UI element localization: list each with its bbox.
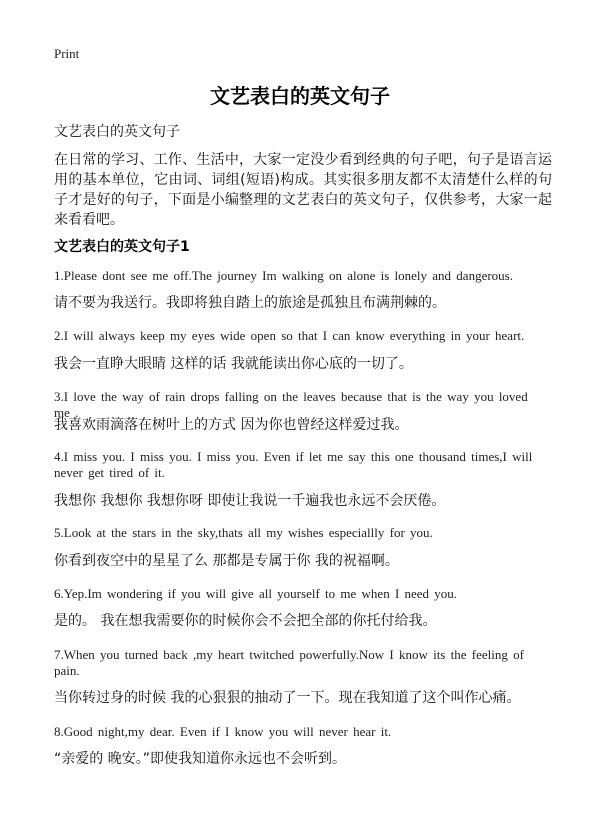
- sentence-6-english: 6.Yep.Im wondering if you will give all yourself to me when I need you.: [54, 586, 458, 601]
- section-heading: 文艺表白的英文句子1: [54, 239, 190, 255]
- sentence-8-english: 8.Good night,my dear. Even if I know you will never hear it.: [54, 724, 392, 739]
- sentence-2-chinese: 我会一直睁大眼睛 这样的话 我就能读出你心底的一切了。: [54, 356, 413, 372]
- sentence-8-chinese: “亲爱的 晚安。”即使我知道你永远也不会听到。: [54, 751, 346, 767]
- sentence-7-chinese: 当你转过身的时候 我的心狠狠的抽动了一下。现在我知道了这个叫作心痛。: [54, 690, 521, 706]
- sentence-5-english: 5.Look at the stars in the sky,thats all my wishes especiallly for you.: [54, 525, 433, 540]
- print-link[interactable]: Print: [54, 46, 80, 61]
- sentence-6-chinese: 是的。 我在想我需要你的时候你会不会把全部的你托付给我。: [54, 613, 437, 629]
- sentence-5-chinese: 你看到夜空中的星星了么 那都是专属于你 我的祝福啊。: [54, 553, 399, 569]
- sentence-2-english: 2.I will always keep my eyes wide open so that I can know everything in your heart.: [54, 328, 525, 343]
- intro-paragraph: 在日常的学习、工作、生活中，大家一定没少看到经典的句子吧，句子是语言运用的基本单位，它由词、词组(短语)构成。其实很多朋友都不太清楚什么样的句子才是好的句子，下面是小编整理的文艺表白的英文句子，仅供参考，大家一起来看看吧。: [54, 152, 552, 228]
- sentence-7-english: 7.When you turned back ,my heart twitched powerfully.Now I know its the feeling of pain.: [54, 647, 524, 678]
- sentence-1-chinese: 请不要为我送行。我即将独自踏上的旅途是孤独且布满荆棘的。: [54, 295, 446, 311]
- page-title: 文艺表白的英文句子: [210, 84, 390, 108]
- sentence-3-chinese: 我喜欢雨滴落在树叶上的方式 因为你也曾经这样爱过我。: [54, 417, 409, 433]
- sentence-3-english: 3.I love the way of rain drops falling on the leaves because that is the way you loved me .: [54, 389, 528, 420]
- sentence-4-chinese: 我想你 我想你 我想你呀 即使让我说一千遍我也永远不会厌倦。: [54, 493, 446, 509]
- sentence-4-english: 4.I miss you. I miss you. I miss you. Even if let me say this one thousand times,I will never get tired of it.: [54, 449, 533, 480]
- sentence-1-english: 1.Please dont see me off.The journey Im walking on alone is lonely and dangerous.: [54, 268, 513, 283]
- document-subtitle: 文艺表白的英文句子: [54, 124, 180, 140]
